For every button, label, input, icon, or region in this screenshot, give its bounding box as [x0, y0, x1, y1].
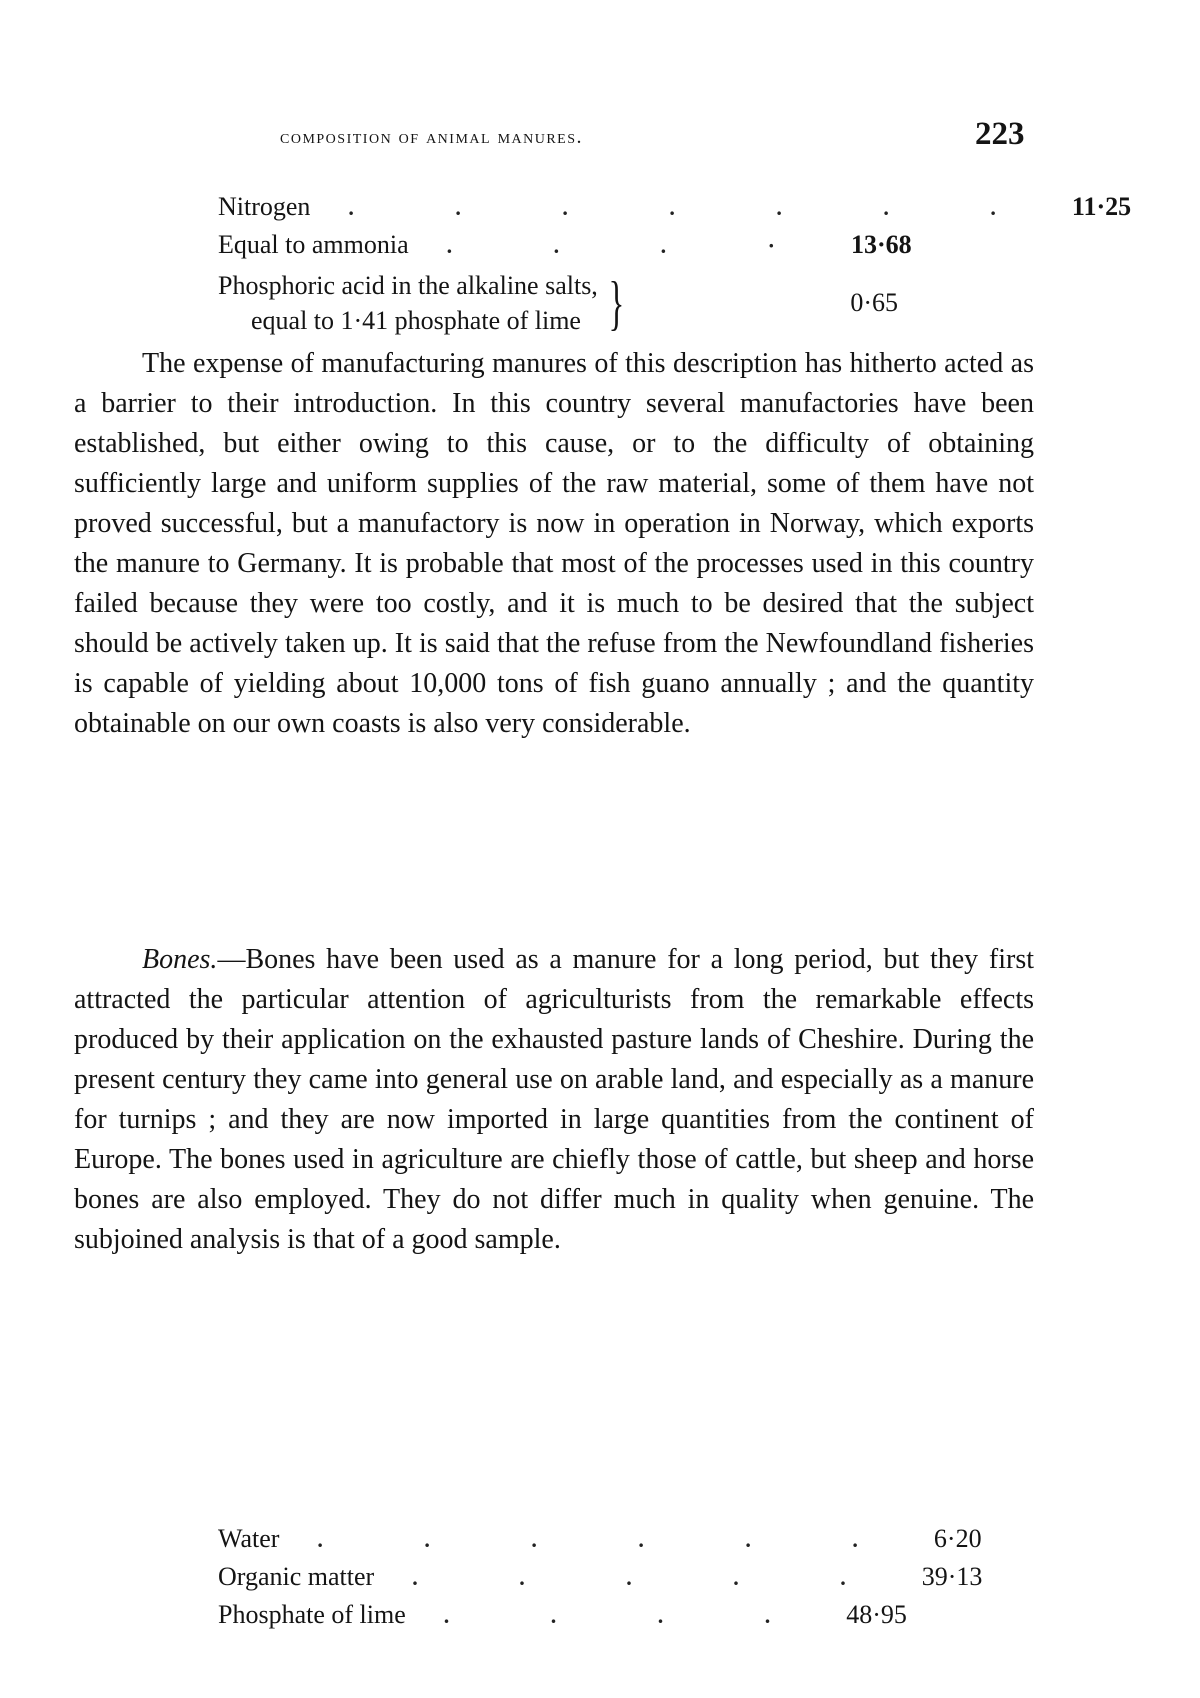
row-value: 0·65: [850, 288, 898, 317]
running-title: composition of animal manures.: [280, 126, 584, 148]
table-row-phosphoric-acid: [218, 266, 898, 340]
row-label-line-2: equal to 1·41 phosphate of lime: [251, 306, 581, 335]
body-text-section: [74, 344, 1034, 744]
row-label: Nitrogen: [218, 192, 311, 221]
table-row-nitrogen: [218, 188, 1132, 226]
leader-dots: . . . .: [443, 1603, 819, 1628]
row-label-group: [218, 268, 598, 338]
row-label: Water: [218, 1524, 280, 1553]
paragraph-bones: [74, 940, 1034, 1260]
row-value: 11·25: [1071, 192, 1132, 221]
bone-analysis-table: [218, 1520, 983, 1634]
table-row-organic-matter: [218, 1558, 983, 1596]
leader-dots: . . . . . . .: [348, 195, 1044, 220]
paragraph-bones-text: Bones have been used as a manure for a long period, but they first attracted the particular attention of agriculturists from the remarkable effects produced by their application on the exhausted pasture lands of Cheshire. During the present century they came into general use on arable land, and especially as a manure for turnips ; and they are now imported in large quantities from the continent of Europe. The bones used in agriculture are chiefly those of cattle, but sheep and horse bones are also employed. They do not differ much in quality when genuine. The subjoined analysis is that of a good sample.: [74, 944, 1034, 1255]
row-value: 6·20: [933, 1524, 982, 1553]
leader-dots: . . . ·: [446, 233, 823, 258]
row-value: 13·68: [850, 230, 912, 259]
leader-dots: . . . . . .: [317, 1527, 906, 1552]
row-value: 48·95: [846, 1600, 907, 1629]
page-header: [0, 116, 1200, 160]
bones-section: [74, 940, 1034, 1260]
row-label: Equal to ammonia: [218, 230, 409, 259]
table-row-water: [218, 1520, 982, 1558]
row-label: Organic matter: [218, 1562, 375, 1591]
page-number: 223: [975, 116, 1025, 152]
curly-brace: }: [608, 270, 625, 336]
leader-dots: . . . . .: [412, 1565, 894, 1590]
row-value: 39·13: [921, 1562, 983, 1591]
nitrogen-analysis-table: [218, 188, 1132, 340]
paragraph-expense: The expense of manufacturing manures of this description has hitherto acted as a barrier to their introduction. In this country several manufactories have been established, but either owing to this cause, or to the difficulty of obtaining sufficiently large and uniform supplies of the raw material, some of them have not proved successful, but a manufactory is now in operation in Norway, which exports the manure to Germany. It is probable that most of the processes used in this country failed because they were too costly, and it is much to be desired that the subject should be actively taken up. It is said that the refuse from the Newfoundland fisheries is capable of yielding about 10,000 tons of fish guano annually ; and the quantity obtainable on our own coasts is also very considerable.: [74, 348, 1034, 739]
section-heading-bones: Bones.: [142, 944, 218, 975]
table-row-phosphate-of-lime: [218, 1596, 907, 1634]
em-dash: —: [217, 944, 246, 975]
row-label-line-1: Phosphoric acid in the alkaline salts,: [218, 271, 598, 300]
table-row-ammonia: [218, 226, 912, 264]
row-label: Phosphate of lime: [218, 1600, 406, 1629]
